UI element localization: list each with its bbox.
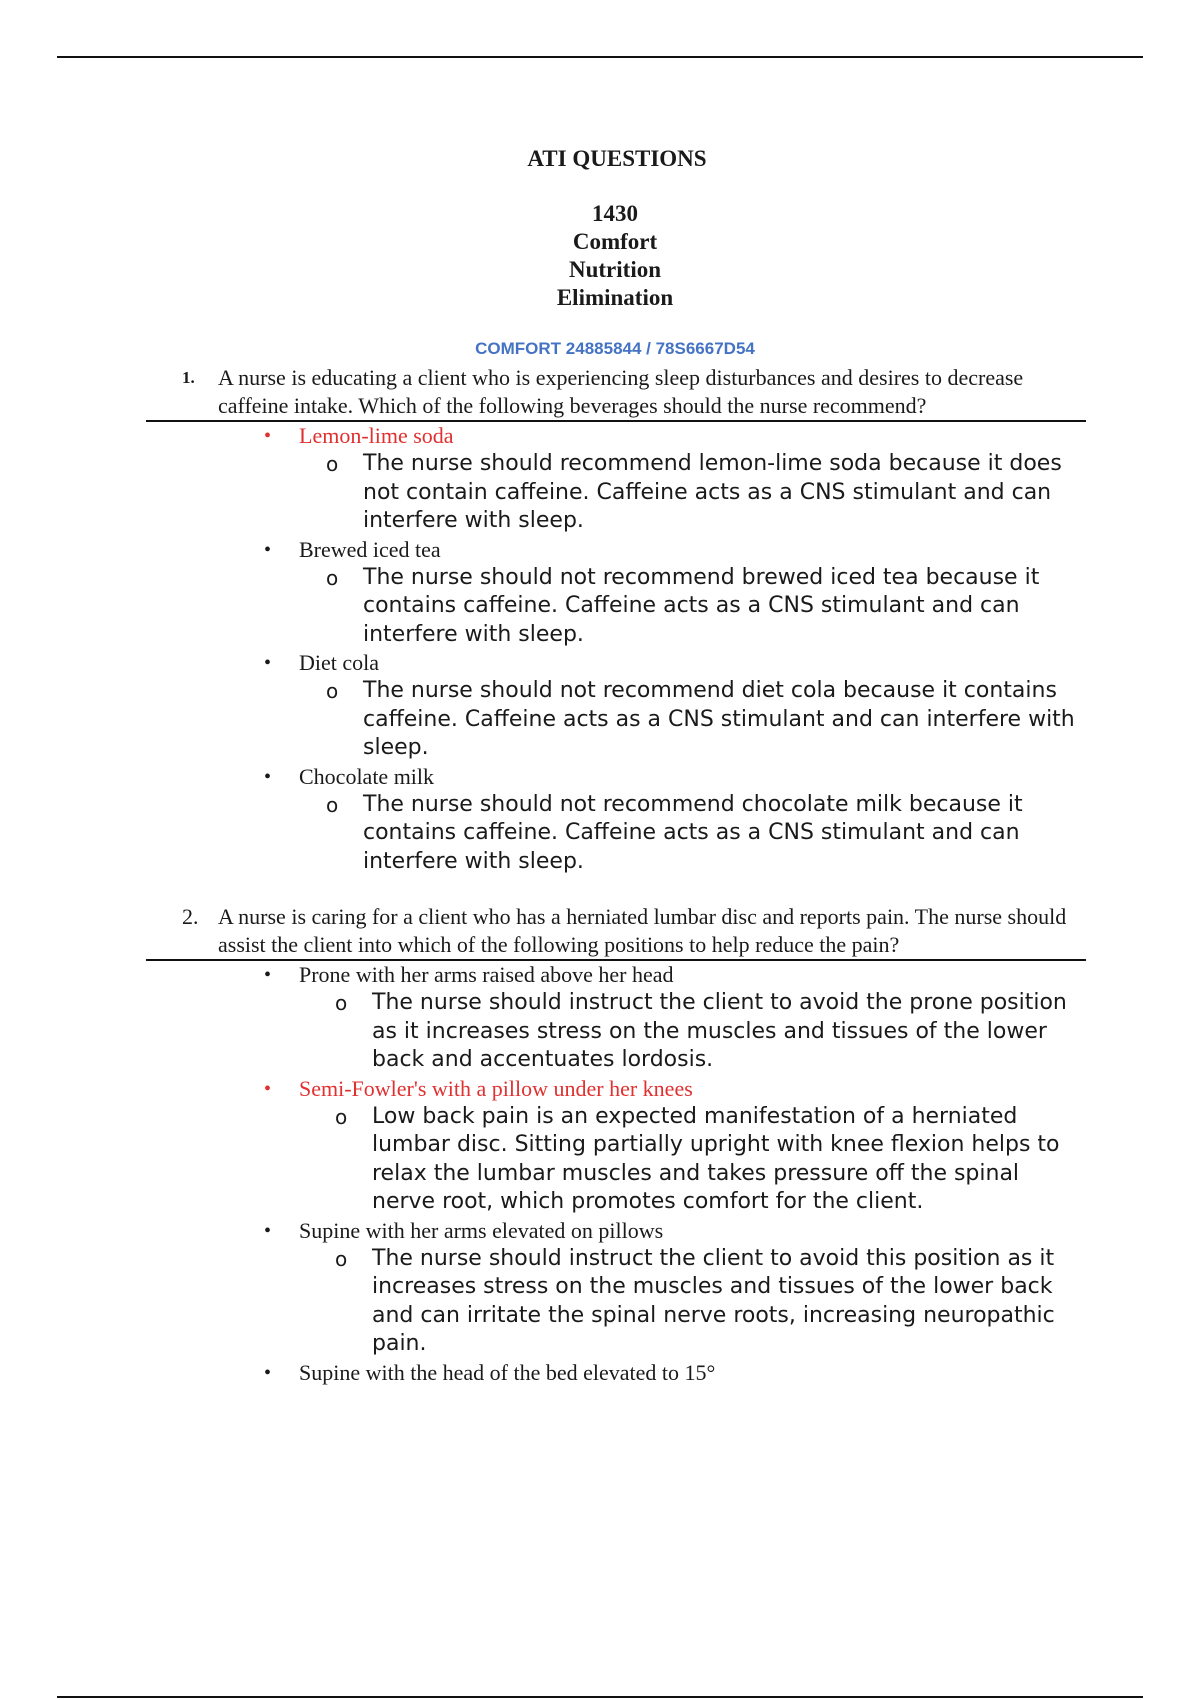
answer-option [146, 536, 1086, 564]
rationale-text: The nurse should recommend lemon-lime soda because it does not contain caffeine. Caffeine acts as a CNS stimulant and can interfere with sleep. [363, 451, 1062, 533]
question-stem [146, 364, 1086, 422]
rationale [146, 1245, 1086, 1359]
subject-elimination: Elimination [556, 285, 674, 310]
sub-bullet-icon: o [326, 452, 339, 476]
subject-nutrition: Nutrition [569, 257, 661, 282]
bottom-rule [57, 1696, 1143, 1698]
bullet-icon: • [264, 964, 272, 986]
question-number: 2. [182, 904, 199, 929]
rationale [146, 791, 1086, 877]
question-1 [146, 364, 1086, 876]
rationale [146, 677, 1086, 763]
answer-option [146, 1359, 1086, 1387]
answer-option-correct [146, 422, 1086, 450]
rationale [146, 1103, 1086, 1217]
option-label: Chocolate milk [299, 763, 435, 789]
bullet-icon: • [264, 765, 272, 788]
sub-bullet-icon: o [326, 565, 339, 590]
sub-bullet-icon: o [335, 1246, 348, 1271]
page-title: ATI QUESTIONS [527, 146, 707, 171]
section-code: COMFORT 24885844 / 78S6667D54 [475, 339, 755, 358]
option-label: Supine with her arms elevated on pillows [299, 1217, 664, 1243]
answer-option-correct [146, 1075, 1086, 1103]
subject-comfort: Comfort [572, 229, 658, 254]
rationale-text: The nurse should not recommend brewed iced tea because it contains caffeine. Caffeine acts as a CNS stimulant and can interfere with sleep. [363, 564, 1040, 647]
subject-list [0, 200, 1200, 312]
option-label: Semi-Fowler's with a pillow under her knees [299, 1075, 693, 1101]
bullet-icon: • [264, 1077, 272, 1100]
answer-option [146, 961, 1086, 989]
question-text: A nurse is educating a client who is experiencing sleep disturbances and desires to decrease caffeine intake. Which of the following beverages should the nurse recommend? [218, 365, 1024, 418]
bullet-icon: • [264, 425, 272, 447]
bullet-icon: • [264, 538, 272, 561]
subject-course: 1430 [592, 201, 638, 226]
rationale [146, 989, 1086, 1075]
rationale-text: Low back pain is an expected manifestation of a herniated lumbar disc. Sitting partially upright with knee flexion helps to relax the lumbar muscles and takes pressure off the spinal nerve root, which promotes comfort for the client. [372, 1103, 1060, 1214]
top-rule [57, 56, 1143, 58]
answer-option [146, 1217, 1086, 1245]
sub-bullet-icon: o [326, 792, 339, 817]
option-label: Diet cola [299, 650, 380, 675]
option-label: Lemon-lime soda [299, 423, 454, 448]
rationale-text: The nurse should not recommend chocolate milk because it contains caffeine. Caffeine acts as a CNS stimulant and can interfere with sleep. [363, 791, 1023, 874]
option-label: Prone with her arms raised above her head [299, 962, 674, 987]
answer-option [146, 763, 1086, 791]
question-stem [146, 903, 1086, 961]
rationale-text: The nurse should instruct the client to avoid this position as it increases stress on the muscles and tissues of the lower back and can irritate the spinal nerve roots, increasing neuropathic pain. [372, 1245, 1055, 1356]
answer-option [146, 649, 1086, 677]
question-2 [146, 903, 1086, 1387]
question-number: 1. [182, 368, 195, 387]
bullet-icon: • [264, 1361, 272, 1384]
rationale-text: The nurse should not recommend diet cola because it contains caffeine. Caffeine acts as a CNS stimulant and can interfere with sleep. [363, 678, 1075, 760]
sub-bullet-icon: o [335, 991, 348, 1015]
sub-bullet-icon: o [326, 679, 339, 703]
option-label: Brewed iced tea [299, 536, 441, 562]
rationale-text: The nurse should instruct the client to avoid the prone position as it increases stress on the muscles and tissues of the lower back and accentuates lordosis. [372, 990, 1067, 1072]
sub-bullet-icon: o [335, 1104, 348, 1129]
question-text: A nurse is caring for a client who has a herniated lumbar disc and reports pain. The nurse should assist the client into which of the following positions to help reduce the pain? [218, 904, 1067, 957]
option-label: Supine with the head of the bed elevated to 15° [299, 1359, 716, 1385]
rationale [146, 450, 1086, 536]
bullet-icon: • [264, 1219, 272, 1242]
rationale [146, 564, 1086, 650]
bullet-icon: • [264, 652, 272, 674]
